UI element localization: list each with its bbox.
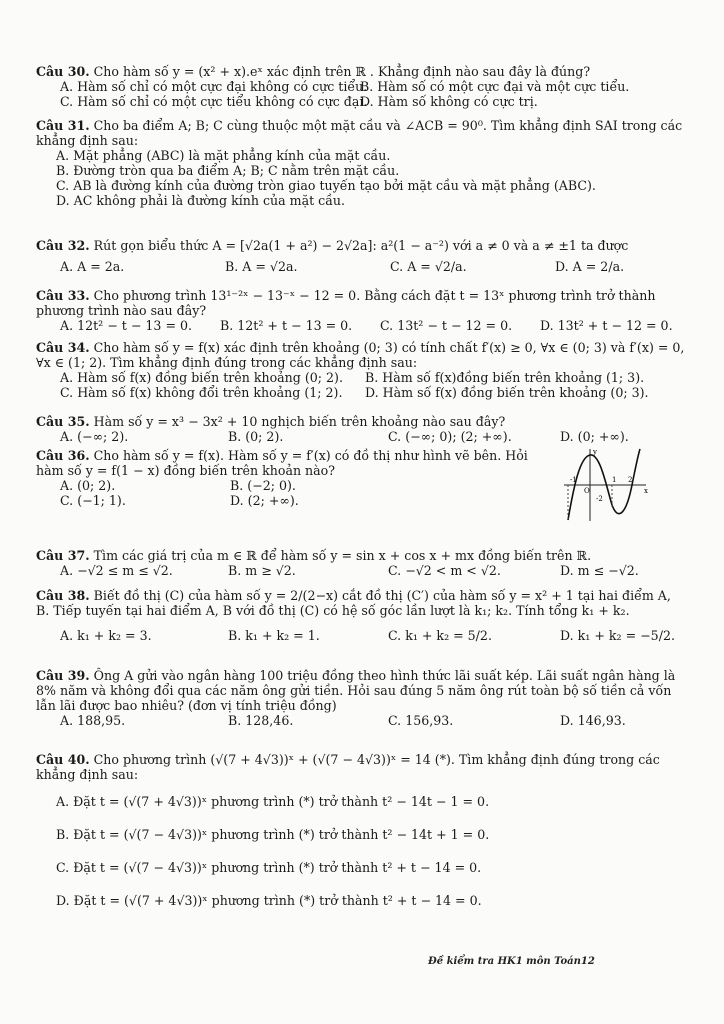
page-footer: Đề kiểm tra HK1 môn Toán12: [428, 956, 595, 967]
option-d[interactable]: D. (0; +∞).: [560, 429, 629, 444]
option-a[interactable]: A. Hàm số f(x) đồng biến trên khoảng (0; 2).: [60, 370, 343, 385]
question-38: [36, 588, 686, 643]
question-34: [36, 340, 686, 400]
tick-label: -1: [570, 476, 577, 484]
question-stem: Cho hàm số y = f(x) xác định trên khoảng (0; 3) có tính chất f′(x) ≥ 0, ∀x ∈ (0; 3) và f′(x) = 0, ∀x ∈ (1; 2). Tìm khẳng định đúng trong các khẳng định sau:: [36, 340, 685, 370]
question-label: Câu 31.: [36, 118, 90, 133]
options-row: [36, 94, 686, 109]
option-a[interactable]: A. (0; 2).: [60, 478, 116, 493]
question-label: Câu 36.: [36, 448, 90, 463]
question-stem: Cho phương trình 13¹⁻²ˣ − 13⁻ˣ − 12 = 0. Bằng cách đặt t = 13ˣ phương trình trở thành phương trình nào sau đây?: [36, 288, 656, 318]
question-40: [36, 752, 686, 908]
question-label: Câu 38.: [36, 588, 90, 603]
question-label: Câu 33.: [36, 288, 90, 303]
tick-label: O: [584, 487, 590, 495]
option-a[interactable]: A. 12t² − t − 13 = 0.: [60, 318, 193, 333]
option-a[interactable]: A. (−∞; 2).: [60, 429, 129, 444]
question-stem: Cho hàm số y = f(x). Hàm số y = f′(x) có đồ thị như hình vẽ bên. Hỏi hàm số y = f(1 − x) đồng biến trên khoản nào?: [36, 448, 528, 478]
option-c[interactable]: C. −√2 < m < √2.: [388, 563, 501, 578]
option-d[interactable]: D. k₁ + k₂ = −5/2.: [560, 628, 675, 643]
option-b[interactable]: B. Hàm số có một cực đại và một cực tiểu.: [360, 79, 630, 94]
option-c[interactable]: C. Hàm số chỉ có một cực tiểu không có cực đại.: [60, 94, 368, 109]
option-b[interactable]: B. m ≥ √2.: [228, 563, 296, 578]
option-c[interactable]: C. Đặt t = (√(7 − 4√3))ˣ phương trình (*) trở thành t² + t − 14 = 0.: [56, 860, 482, 875]
tick-label: x: [644, 487, 648, 495]
option-c[interactable]: C. AB là đường kính của đường tròn giao tuyến tạo bởi mặt cầu và mặt phẳng (ABC).: [56, 178, 596, 193]
options-row: [36, 385, 686, 400]
option-b[interactable]: B. Đường tròn qua ba điểm A; B; C nằm trên mặt cầu.: [56, 163, 400, 178]
options-row: [36, 478, 556, 493]
question-label: Câu 34.: [36, 340, 90, 355]
question-stem: Cho hàm số y = (x² + x).eˣ xác định trên ℝ . Khẳng định nào sau đây là đúng?: [93, 64, 591, 79]
tick-label: y: [593, 448, 597, 456]
option-d[interactable]: D. Hàm số không có cực trị.: [360, 94, 538, 109]
question-stem: Hàm số y = x³ − 3x² + 10 nghịch biến trên khoảng nào sau đây?: [93, 414, 506, 429]
question-33: [36, 288, 686, 333]
tick-label: 1: [612, 476, 617, 484]
question-label: Câu 35.: [36, 414, 90, 429]
option-a[interactable]: A. Hàm số chỉ có một cực đại không có cực tiểu.: [60, 79, 368, 94]
option-b[interactable]: B. k₁ + k₂ = 1.: [228, 628, 320, 643]
question-label: Câu 30.: [36, 64, 90, 79]
option-b[interactable]: B. (0; 2).: [228, 429, 284, 444]
option-d[interactable]: D. A = 2/a.: [555, 259, 625, 274]
options-row: [36, 318, 686, 333]
tick-label: 2: [628, 476, 633, 484]
question-36: [36, 448, 556, 508]
question-stem: Ông A gửi vào ngân hàng 100 triệu đồng theo hình thức lãi suất kép. Lãi suất ngân hàng là 8% năm và không đổi qua các năm ông gửi tiền. Hỏi sau đúng 5 năm ông rút toàn bộ số tiền cả vốn lẫn lãi được bao nhiêu? (đơn vị tính triệu đồng): [36, 668, 676, 713]
question-label: Câu 32.: [36, 238, 90, 253]
question-stem: Cho phương trình (√(7 + 4√3))ˣ + (√(7 − 4√3))ˣ = 14 (*). Tìm khẳng định đúng trong các khẳng định sau:: [36, 752, 660, 782]
options-row: [36, 563, 686, 578]
option-d[interactable]: D. 146,93.: [560, 713, 626, 728]
question-31: [36, 118, 686, 208]
option-b[interactable]: B. Hàm số f(x)đồng biến trên khoảng (1; 3).: [365, 370, 645, 385]
option-d[interactable]: D. AC không phải là đường kính của mặt cầu.: [56, 193, 346, 208]
derivative-graph: [560, 445, 650, 525]
option-a[interactable]: A. Đặt t = (√(7 + 4√3))ˣ phương trình (*) trở thành t² − 14t − 1 = 0.: [56, 794, 490, 809]
question-stem: Biết đồ thị (C) của hàm số y = 2/(2−x) cắt đồ thị (C′) của hàm số y = x² + 1 tại hai điểm A, B. Tiếp tuyến tại hai điểm A, B với đồ thị (C) có hệ số góc lần lượt là k₁; k₂. Tính tổng k₁ + k₂.: [36, 588, 671, 618]
option-d[interactable]: D. 13t² + t − 12 = 0.: [540, 318, 673, 333]
option-a[interactable]: A. A = 2a.: [60, 259, 125, 274]
option-b[interactable]: B. 128,46.: [228, 713, 294, 728]
options-row: [36, 628, 686, 643]
option-c[interactable]: C. 13t² − t − 12 = 0.: [380, 318, 513, 333]
option-a[interactable]: A. 188,95.: [60, 713, 126, 728]
question-stem: Cho ba điểm A; B; C cùng thuộc một mặt cầu và ∠ACB = 90⁰. Tìm khẳng định SAI trong các khẳng định sau:: [36, 118, 683, 148]
question-35: [36, 414, 686, 444]
question-label: Câu 37.: [36, 548, 90, 563]
option-b[interactable]: B. (−2; 0).: [230, 478, 296, 493]
option-c[interactable]: C. (−1; 1).: [60, 493, 126, 508]
option-c[interactable]: C. 156,93.: [388, 713, 454, 728]
option-c[interactable]: C. (−∞; 0); (2; +∞).: [388, 429, 512, 444]
option-c[interactable]: C. A = √2/a.: [390, 259, 467, 274]
option-b[interactable]: B. Đặt t = (√(7 − 4√3))ˣ phương trình (*) trở thành t² − 14t + 1 = 0.: [56, 827, 490, 842]
question-39: [36, 668, 686, 728]
options-row: [36, 370, 686, 385]
option-b[interactable]: B. A = √2a.: [225, 259, 298, 274]
option-a[interactable]: A. k₁ + k₂ = 3.: [60, 628, 152, 643]
option-d[interactable]: D. Đặt t = (√(7 + 4√3))ˣ phương trình (*) trở thành t² + t − 14 = 0.: [56, 893, 482, 908]
tick-label: -2: [596, 495, 603, 503]
option-c[interactable]: C. k₁ + k₂ = 5/2.: [388, 628, 492, 643]
question-stem: Tìm các giá trị của m ∈ ℝ để hàm số y = sin x + cos x + mx đồng biến trên ℝ.: [93, 548, 592, 563]
question-label: Câu 39.: [36, 668, 90, 683]
option-d[interactable]: D. (2; +∞).: [230, 493, 299, 508]
question-label: Câu 40.: [36, 752, 90, 767]
options-row: [36, 429, 686, 444]
options-row: [36, 259, 686, 274]
options-row: [36, 713, 686, 728]
option-a[interactable]: A. −√2 ≤ m ≤ √2.: [60, 563, 173, 578]
options-row: [36, 79, 686, 94]
option-d[interactable]: D. Hàm số f(x) đồng biến trên khoảng (0; 3).: [365, 385, 649, 400]
options-row: [36, 493, 556, 508]
question-30: [36, 64, 686, 109]
option-a[interactable]: A. Mặt phẳng (ABC) là mặt phẳng kính của mặt cầu.: [56, 148, 391, 163]
option-b[interactable]: B. 12t² + t − 13 = 0.: [220, 318, 353, 333]
option-c[interactable]: C. Hàm số f(x) không đổi trên khoảng (1; 2).: [60, 385, 343, 400]
question-32: [36, 238, 686, 274]
question-37: [36, 548, 686, 578]
option-d[interactable]: D. m ≤ −√2.: [560, 563, 639, 578]
question-stem: Rút gọn biểu thức A = [√2a(1 + a²) − 2√2a]: a²(1 − a⁻²) với a ≠ 0 và a ≠ ±1 ta được: [93, 238, 629, 253]
